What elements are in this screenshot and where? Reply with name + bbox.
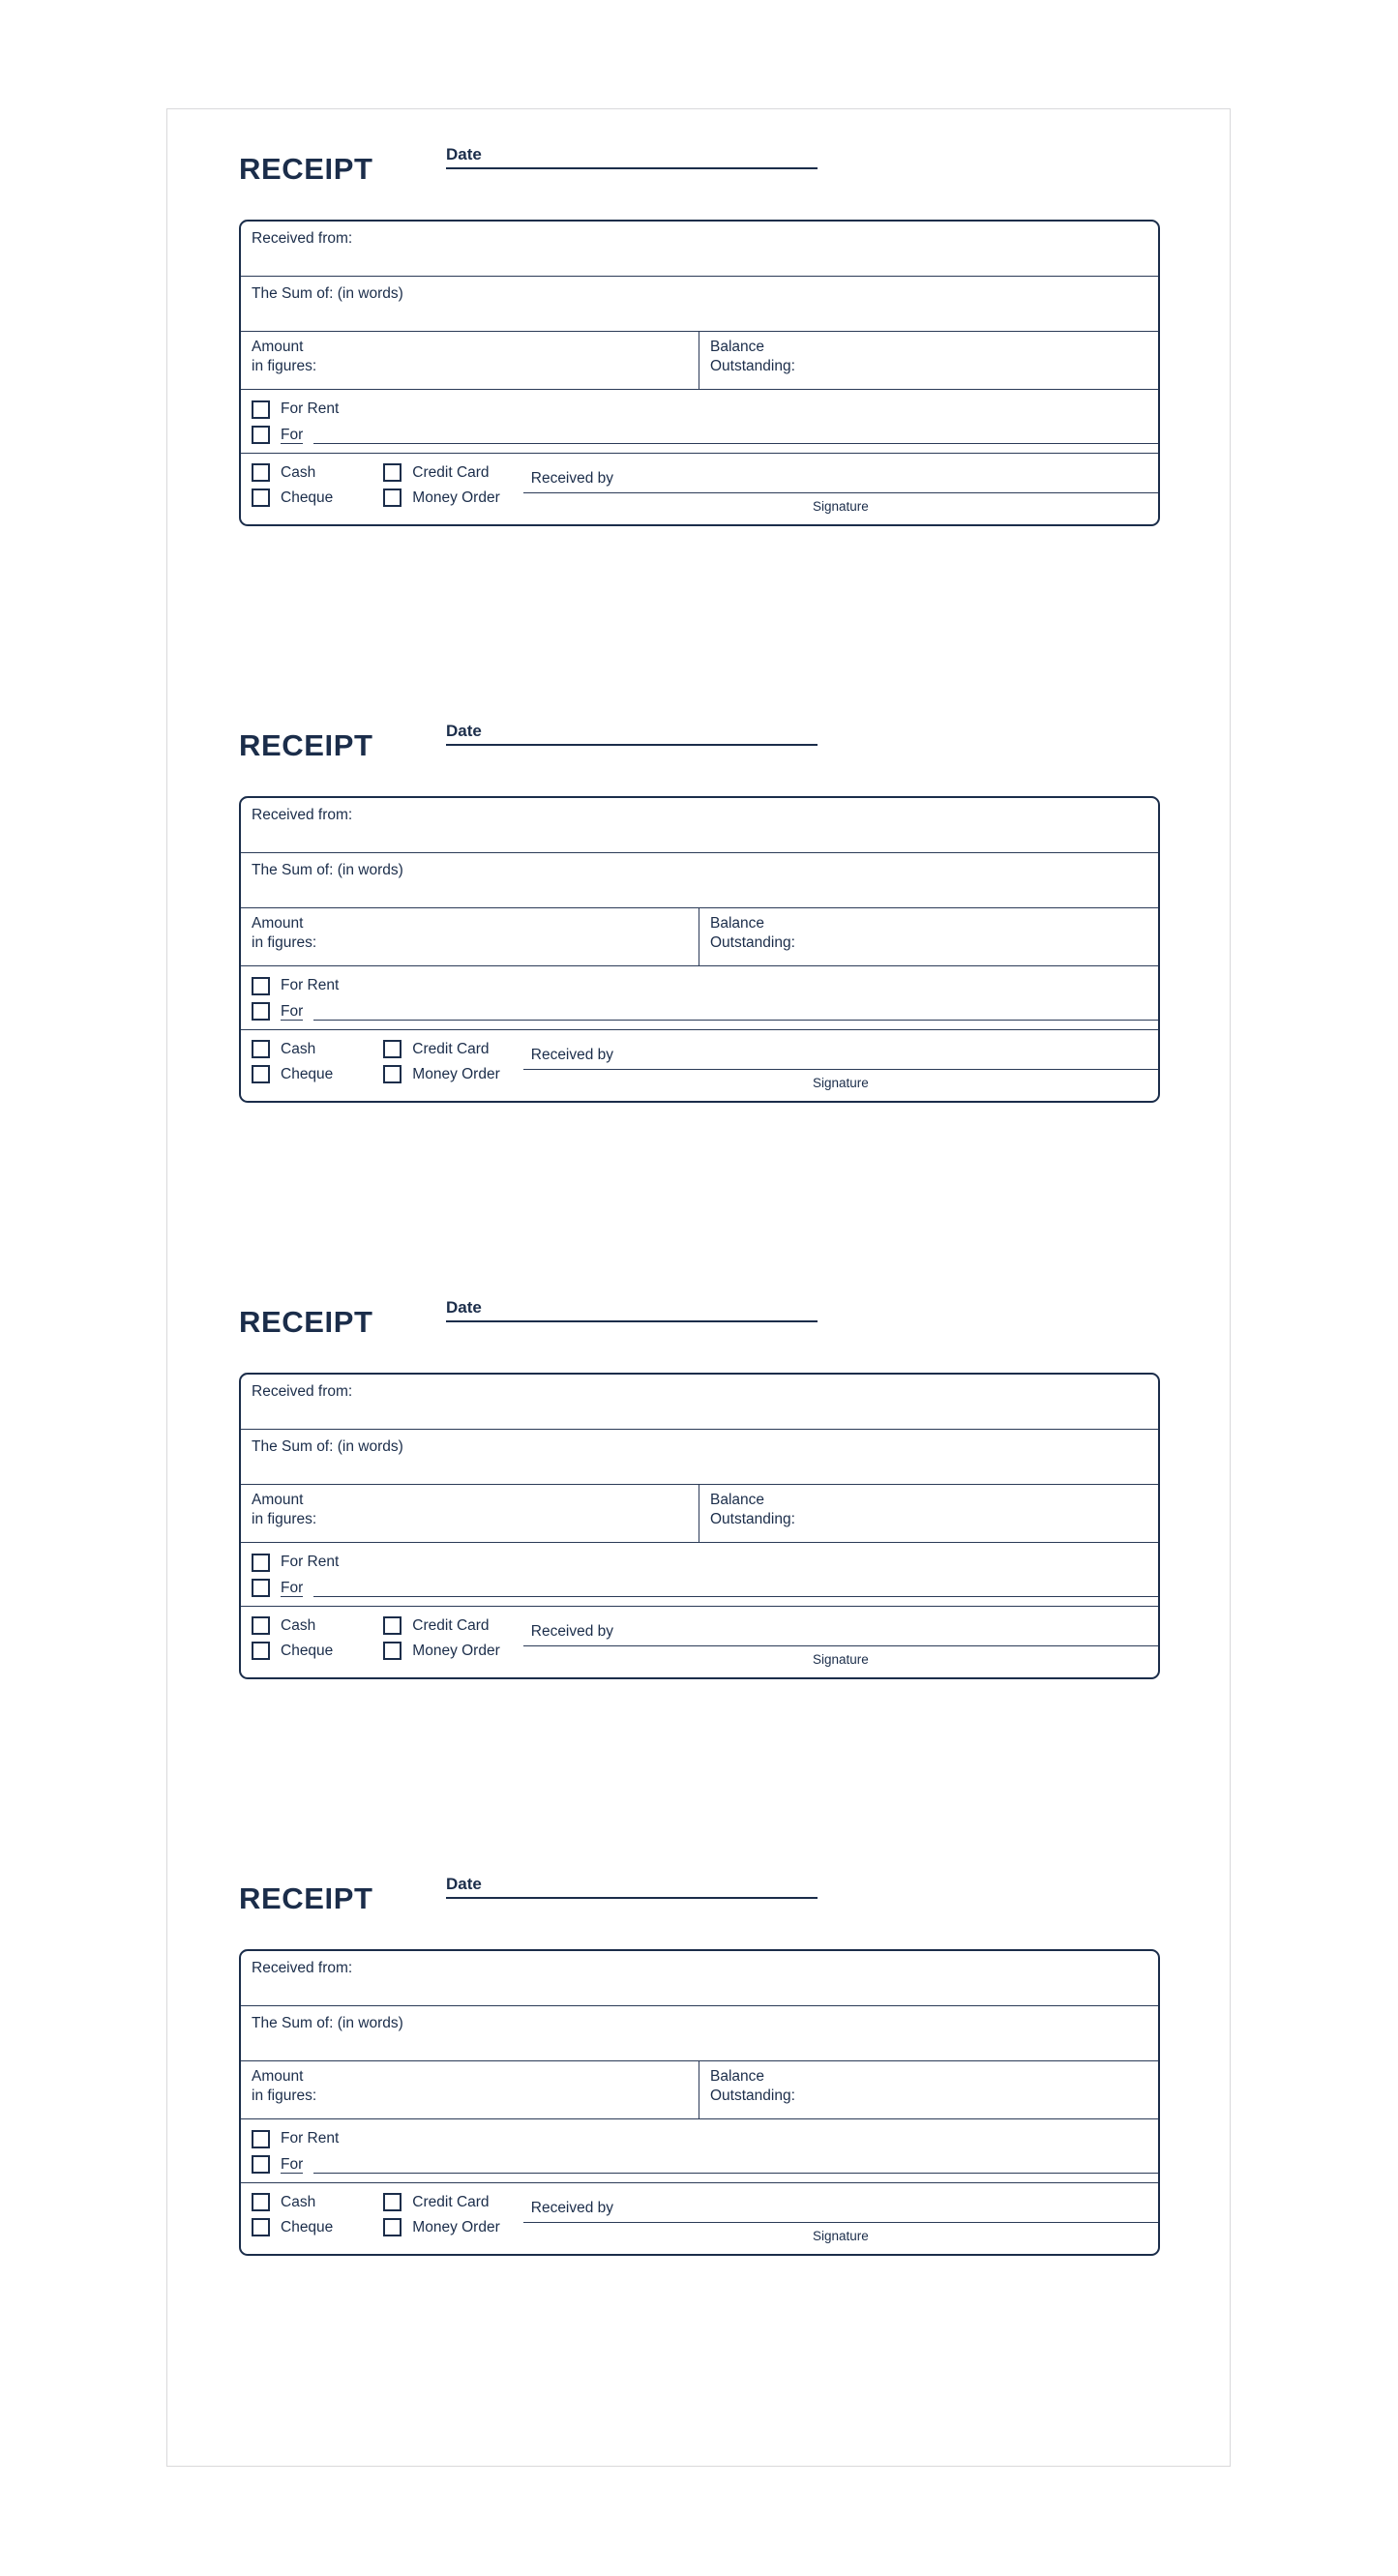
amount-balance-row: [241, 1485, 1158, 1543]
cash-line[interactable]: [252, 463, 333, 482]
date-label: Date: [446, 1875, 482, 1893]
amount-label: [241, 2061, 699, 2106]
amount-label-line1: Amount: [252, 915, 304, 932]
credit-card-label: Credit Card: [412, 2193, 490, 2210]
amount-label-line2: in figures:: [252, 933, 317, 951]
payment-column-2: [383, 463, 499, 524]
receipt-card: [239, 220, 1160, 526]
for-rent-checkbox[interactable]: [252, 977, 270, 995]
received-from-row[interactable]: [241, 222, 1158, 277]
date-label: Date: [446, 145, 482, 163]
cash-label: Cash: [281, 463, 316, 481]
credit-card-line[interactable]: [383, 2193, 499, 2211]
sum-in-words-label: The Sum of: (in words): [252, 862, 403, 878]
receipt-title: RECEIPT: [239, 1881, 373, 1915]
cheque-line[interactable]: [252, 1642, 333, 1660]
for-other-label: For: [281, 1579, 304, 1596]
payment-methods-group: [241, 1607, 500, 1677]
cash-label: Cash: [281, 2193, 316, 2210]
for-other-line[interactable]: [252, 998, 1158, 1023]
amount-cell[interactable]: [241, 1485, 699, 1542]
money-order-checkbox[interactable]: [383, 1642, 402, 1660]
balance-label-line1: Balance: [710, 1492, 765, 1508]
credit-card-label: Credit Card: [412, 463, 490, 481]
balance-cell[interactable]: [699, 2061, 1158, 2118]
date-field-group[interactable]: [446, 723, 818, 746]
signature-label: Signature: [812, 1076, 869, 1090]
for-other-write-line[interactable]: [313, 2155, 1160, 2174]
money-order-label: Money Order: [412, 2218, 500, 2235]
for-rent-line[interactable]: [252, 1550, 1158, 1575]
for-rent-line[interactable]: [252, 2126, 1158, 2151]
for-rent-checkbox[interactable]: [252, 400, 270, 419]
purpose-row: [241, 1543, 1158, 1607]
cash-line[interactable]: [252, 1616, 333, 1635]
purpose-row: [241, 966, 1158, 1030]
credit-card-label: Credit Card: [412, 1040, 490, 1057]
received-by-block[interactable]: [523, 1030, 1158, 1101]
payment-column-2: [383, 1616, 499, 1677]
purpose-wrap: [241, 966, 1158, 1023]
purpose-row: [241, 390, 1158, 454]
date-field-group[interactable]: [446, 146, 818, 169]
payment-column-2: [383, 2193, 499, 2254]
receipt-title-row: [239, 1876, 1160, 1936]
date-write-line[interactable]: [446, 1897, 818, 1899]
for-other-label: For: [281, 426, 304, 443]
payment-column-2: [383, 1040, 499, 1101]
cheque-checkbox[interactable]: [252, 1642, 270, 1660]
sum-in-words-label: The Sum of: (in words): [252, 2015, 403, 2031]
received-by-block[interactable]: [523, 454, 1158, 524]
balance-label-line2: Outstanding:: [710, 1510, 795, 1527]
payment-methods-group: [241, 1030, 500, 1101]
amount-label-line1: Amount: [252, 2068, 304, 2085]
payment-row: [241, 1607, 1158, 1677]
receipt-title: RECEIPT: [239, 728, 373, 762]
money-order-checkbox[interactable]: [383, 2218, 402, 2236]
balance-cell[interactable]: [699, 908, 1158, 965]
credit-card-line[interactable]: [383, 1616, 499, 1635]
receipt-card: [239, 1373, 1160, 1679]
credit-card-checkbox[interactable]: [383, 463, 402, 482]
amount-cell[interactable]: [241, 2061, 699, 2118]
receipt-block: [239, 1876, 1160, 2256]
cheque-checkbox[interactable]: [252, 1065, 270, 1083]
payment-methods-group: [241, 454, 500, 524]
cash-line[interactable]: [252, 1040, 333, 1058]
receipt-card: [239, 796, 1160, 1103]
amount-label-line2: in figures:: [252, 2087, 317, 2104]
cash-label: Cash: [281, 1616, 316, 1634]
money-order-label: Money Order: [412, 1065, 500, 1082]
for-rent-checkbox[interactable]: [252, 1554, 270, 1572]
signature-label: Signature: [812, 2229, 869, 2243]
for-rent-label: For Rent: [281, 400, 340, 418]
amount-cell[interactable]: [241, 908, 699, 965]
receipt-sheet: [166, 108, 1231, 2467]
cheque-label: Cheque: [281, 1642, 334, 1659]
payment-column-1: [252, 1040, 333, 1101]
cash-checkbox[interactable]: [252, 463, 270, 482]
for-rent-label: For Rent: [281, 1554, 340, 1571]
credit-card-checkbox[interactable]: [383, 2193, 402, 2211]
credit-card-checkbox[interactable]: [383, 1616, 402, 1635]
cheque-label: Cheque: [281, 1065, 334, 1082]
cash-label: Cash: [281, 1040, 316, 1057]
balance-label-line1: Balance: [710, 339, 765, 355]
received-from-row[interactable]: [241, 1951, 1158, 2006]
received-by-label: Received by: [530, 2200, 614, 2216]
credit-card-line[interactable]: [383, 463, 499, 482]
cash-checkbox[interactable]: [252, 1616, 270, 1635]
received-from-row[interactable]: [241, 798, 1158, 853]
receipt-title: RECEIPT: [239, 152, 373, 186]
money-order-line[interactable]: [383, 2218, 499, 2236]
payment-column-1: [252, 463, 333, 524]
for-other-line[interactable]: [252, 2151, 1158, 2176]
for-other-line[interactable]: [252, 1575, 1158, 1600]
money-order-label: Money Order: [412, 1642, 500, 1659]
cheque-line[interactable]: [252, 2218, 333, 2236]
amount-balance-row: [241, 908, 1158, 966]
balance-label: [699, 908, 1158, 953]
date-write-line[interactable]: [446, 744, 818, 746]
balance-cell[interactable]: [699, 1485, 1158, 1542]
money-order-checkbox[interactable]: [383, 1065, 402, 1083]
amount-balance-row: [241, 2061, 1158, 2119]
received-from-label: Received from:: [252, 807, 353, 823]
date-label: Date: [446, 722, 482, 740]
payment-row: [241, 454, 1158, 524]
money-order-label: Money Order: [412, 489, 500, 506]
balance-label-line1: Balance: [710, 915, 765, 932]
date-write-line[interactable]: [446, 167, 818, 169]
cheque-line[interactable]: [252, 1065, 333, 1083]
receipt-block: [239, 1299, 1160, 1679]
balance-label: [699, 332, 1158, 376]
purpose-wrap: [241, 1543, 1158, 1600]
for-other-checkbox[interactable]: [252, 1579, 270, 1597]
cheque-line[interactable]: [252, 489, 333, 507]
received-by-label: Received by: [530, 1047, 614, 1063]
balance-label: [699, 2061, 1158, 2106]
cash-checkbox[interactable]: [252, 1040, 270, 1058]
for-other-label: For: [281, 2155, 304, 2173]
cash-checkbox[interactable]: [252, 2193, 270, 2211]
for-other-checkbox[interactable]: [252, 426, 270, 444]
amount-label-line1: Amount: [252, 339, 304, 355]
credit-card-label: Credit Card: [412, 1616, 490, 1634]
cheque-checkbox[interactable]: [252, 2218, 270, 2236]
sum-in-words-row[interactable]: [241, 277, 1158, 332]
sum-in-words-row[interactable]: [241, 1430, 1158, 1485]
balance-label-line2: Outstanding:: [710, 2087, 795, 2104]
date-label: Date: [446, 1298, 482, 1317]
purpose-wrap: [241, 390, 1158, 447]
money-order-line[interactable]: [383, 1642, 499, 1660]
for-other-label: For: [281, 1002, 304, 1020]
received-from-label: Received from:: [252, 1383, 353, 1400]
sum-in-words-label: The Sum of: (in words): [252, 1438, 403, 1455]
amount-balance-row: [241, 332, 1158, 390]
money-order-checkbox[interactable]: [383, 489, 402, 507]
received-by-block[interactable]: [523, 2183, 1158, 2254]
for-rent-label: For Rent: [281, 2130, 340, 2147]
payment-column-1: [252, 2193, 333, 2254]
credit-card-line[interactable]: [383, 1040, 499, 1058]
money-order-line[interactable]: [383, 489, 499, 507]
cheque-checkbox[interactable]: [252, 489, 270, 507]
sum-in-words-row[interactable]: [241, 853, 1158, 908]
signature-label: Signature: [812, 499, 869, 514]
payment-row: [241, 2183, 1158, 2254]
receipt-title-row: [239, 146, 1160, 206]
balance-label-line1: Balance: [710, 2068, 765, 2085]
for-other-write-line[interactable]: [313, 1002, 1160, 1021]
balance-label-line2: Outstanding:: [710, 933, 795, 951]
payment-column-1: [252, 1616, 333, 1677]
date-field-group[interactable]: [446, 1299, 818, 1322]
balance-label: [699, 1485, 1158, 1529]
for-rent-line[interactable]: [252, 397, 1158, 422]
payment-row: [241, 1030, 1158, 1101]
purpose-row: [241, 2119, 1158, 2183]
signature-label: Signature: [812, 1652, 869, 1667]
received-by-block[interactable]: [523, 1607, 1158, 1677]
for-rent-checkbox[interactable]: [252, 2130, 270, 2148]
for-rent-line[interactable]: [252, 973, 1158, 998]
received-from-row[interactable]: [241, 1375, 1158, 1430]
for-other-write-line[interactable]: [313, 426, 1160, 444]
for-other-write-line[interactable]: [313, 1579, 1160, 1597]
balance-label-line2: Outstanding:: [710, 357, 795, 374]
receipt-card: [239, 1949, 1160, 2256]
cheque-label: Cheque: [281, 489, 334, 506]
receipt-block: [239, 146, 1160, 526]
receipt-title: RECEIPT: [239, 1305, 373, 1339]
amount-cell[interactable]: [241, 332, 699, 389]
for-other-checkbox[interactable]: [252, 2155, 270, 2174]
amount-label-line2: in figures:: [252, 357, 317, 374]
received-by-label: Received by: [530, 470, 614, 487]
received-by-label: Received by: [530, 1623, 614, 1640]
for-rent-label: For Rent: [281, 977, 340, 994]
receipt-title-row: [239, 1299, 1160, 1359]
receipt-sheet-inner: [167, 109, 1230, 2466]
amount-label: [241, 332, 699, 376]
for-other-checkbox[interactable]: [252, 1002, 270, 1021]
cash-line[interactable]: [252, 2193, 333, 2211]
receipt-title-row: [239, 723, 1160, 783]
date-write-line[interactable]: [446, 1320, 818, 1322]
receipt-block: [239, 723, 1160, 1103]
sum-in-words-label: The Sum of: (in words): [252, 285, 403, 302]
credit-card-checkbox[interactable]: [383, 1040, 402, 1058]
payment-methods-group: [241, 2183, 500, 2254]
cheque-label: Cheque: [281, 2218, 334, 2235]
for-other-line[interactable]: [252, 422, 1158, 447]
amount-label-line2: in figures:: [252, 1510, 317, 1527]
received-from-label: Received from:: [252, 1960, 353, 1976]
received-from-label: Received from:: [252, 230, 353, 247]
purpose-wrap: [241, 2119, 1158, 2176]
balance-cell[interactable]: [699, 332, 1158, 389]
amount-label: [241, 908, 699, 953]
sum-in-words-row[interactable]: [241, 2006, 1158, 2061]
amount-label: [241, 1485, 699, 1529]
amount-label-line1: Amount: [252, 1492, 304, 1508]
money-order-line[interactable]: [383, 1065, 499, 1083]
date-field-group[interactable]: [446, 1876, 818, 1899]
